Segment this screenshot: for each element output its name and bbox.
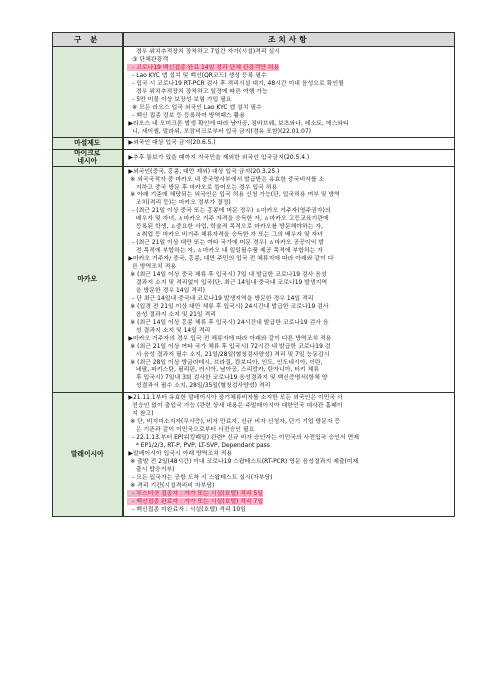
content-line: ※ (최근 28일 이상 방글라데시, 브라질, 캄보디아, 인도, 인도네시아, 이란, [126,358,323,366]
content-line: ※ 아래 기준에 해당되는 외국인은 입국 허용 신청 가능(단, 입국허용 여부 및 방역 [126,191,340,199]
content-line: ※ 외국국적자 중 마카오 내 중국영사부에서 발급받은 유효한 중국비자를 소 [126,175,325,183]
content-line: * EP1/2/3, RT-P, PVP, LT-SVP, Dependant pass [126,442,270,450]
content-line: ▶말레이시아 입국시 아래 방역조치 적용 [126,449,233,457]
content-line: 은 기존과 같이 이민국으로부터 사전승인 필요 [126,426,255,434]
content-line: 출시 탑승거부) [126,465,175,473]
content-line: ▶추후 통보가 있을 때까지 자국민을 제외한 외국인 입국금지(20.5.4.) [126,153,310,161]
content-line: - 입국 시 코로나19 RT-PCR 검사 후 격리시설 대기, 48시간 이내 음성으로 확인될 [126,79,344,87]
content-line: ※ 출발 전 2일(48시간) 이내 코로나19 스왑테스트(RT-PCR) 영문 음성결과지 제출(미제 [126,457,359,465]
highlighted-line: - 백신접종 완료자 : 자가 또는 시설(호텔) 격리 7일 [126,497,264,505]
content-line: 지하고 중국 방문 후 마카오로 들어오는 경우 입국 허용 [126,183,278,191]
table-row-micronesia [53,150,455,166]
content-line: 네팔, 파키스탄, 필리핀, 러시아, 남아공, 스리랑카, 탄자니아, 터키 체류 [126,366,320,374]
content-line: - 백신접종 미완료자 : 시설(호텔) 격리 10일 [126,505,246,513]
table-header-row [53,33,455,47]
row-label: 마셜제도 [53,138,123,150]
row-label: 말레이시아 [53,393,123,516]
row-content [123,393,455,516]
row-content [123,138,455,150]
content-line: 사 음성 결과지 필수 소지, 21일/28일(혈청검사양성) 격리 및 7일 능동감시 [126,350,330,358]
content-line: ▶라오스 내 오미크론 발생 확인에 따라 남아공, 짐바브웨, 보츠와나, 레소토, 에스와티 [126,119,349,127]
content-line: ③ 단체관광객 [126,55,169,63]
content-line: - Lao KYC 앱 설치 및 백신(QR코드) 생성 등록 필수 [126,71,267,79]
table-row-macau [53,166,455,393]
content-line: - 22.1.13.부터 EP(워킹패밀) 관련* 신규 비자 승인자는 이민국의 사전입국 승인서 면제 [126,434,359,442]
table-row-laos-cont [53,47,455,138]
content-line: 을 방문한 경우 14일 격리) [126,286,205,294]
content-line: - (최근 21일 이상 대만 또는 여타 국가에 머문 경우) ㅿ마카오 공공이익 발 [126,239,325,247]
content-line: 성 결과지 소지 및 14일 격리 [126,326,211,334]
document-page [52,32,454,517]
content-line: 른 방역조치 적용 [126,263,177,271]
content-line: - 5만 미불 이상 보장성 보험 가입 필요 [126,95,232,103]
content-line: ※ (최근 14일 이상 중국 체류 후 입국시) 7일 내 발급한 코로나19 검사 음성 [126,271,327,279]
content-line: ※ (최근 21일 이상 여타 국가 체류 후 입국시) 72시간 내 발급한 코로나19 검 [126,342,331,350]
row-label: 마이크로 네시아 [53,150,123,166]
content-line: 성결과서 필수 소지, 28일/35일(혈청검사양성) 격리 [126,382,271,390]
content-line: ※ 단, 비지미소지자(무사증), 비자 만료자, 신규 비자 신청자, 단기 기업 방문자 등 [126,418,341,426]
content-line: ▶외국인(중국, 홍콩, 대만 제외) 대상 입국 금지(20.3.25.) [126,167,280,175]
row-content [123,47,455,138]
content-line: ▶마카오 거주자/ 중국, 홍콩, 대만 주민의 입국 전 체류지에 따라 아래와 같이 다 [126,255,334,263]
content-line: - 단 최근 14일내 중국내 코로나19 발생지역을 방문한 경우 14일 격리 [126,294,314,302]
content-line: 경우 위치추적장치 장착하고 일정에 따른 여행 가능 [126,87,268,95]
content-line [127,498,452,506]
table-row-marshall [53,138,455,150]
content-line: - 모든 입국자는 공항 도착 시 스왑테스트 실시(자부담) [126,473,273,481]
content-line: ※ 격리 기간(시설격리비 자부담) [126,481,215,489]
row-label [53,47,123,138]
content-line: ▶21.11.1부터 유효한 말레이시아 장기체류비자를 소지한 모든 외국인은 이민국 사 [126,394,343,402]
content-line: 후 입국시) 7일내 3회 검사한 코로나19 음성결과지 및 백신증명서(항체 양 [126,374,328,382]
content-line: 등록된 학생, ㅿ중요한 사업, 학술적 목적으로 마카오를 방문해야하는 자, [126,223,324,231]
content-line: ㅿ취업 등 마카오 비거주 체류자격을 승득한 자 또는 그의 배우자 및 자녀 [126,231,324,239]
content-line: 음성 결과지 소지 및 21일 격리 [126,310,217,318]
table-row-malaysia [53,393,455,516]
content-line: 배우자 및 자녀, ㅿ마카오 거주 자격을 승득한 자, ㅿ마카오 고등교육기관에 [126,215,329,223]
content-line: ※ (최근 14일 이상 홍콩 체류 후 입국시) 24시간내 발급한 코로나19 검사 음 [126,318,329,326]
content-line: 니, 세이셸, 말라위, 모잠비크로부터 입국 금지(경유 포함)(22.01.07) [126,127,312,135]
row-content [123,166,455,393]
row-content [123,150,455,166]
guidance-table [52,32,455,517]
row-label: 마카오 [53,166,123,393]
content-line: 전 목적에 부합하는 자, ㅿ마카오 내 일일필수품 제공 목적에 부합하는 자 [126,247,324,255]
content-line: ▶마카오 거주자의 경우 입국 전 체류지에 따라 아래와 같이 다른 방역조치 적용 [126,334,332,342]
content-line: 경우 위치추적장치 장착하고 7일간 자가(시설)격리 실시 [126,48,280,55]
content-line: 결과지 소지 및 격리없이 입국(단, 최근 14일내 중국내 코로나19 발생지역 [126,278,328,286]
content-line: 지 참고) [126,410,154,418]
highlighted-line: - 코로나19 백신접종 완료 14일 경과 단체 관광객만 허용 [126,63,280,71]
content-line: - (최근 21일 이상 중국 또는 홍콩에 머문 경우) ㅿ마카오 거주자(영주권자)의 [126,207,331,215]
content-line: - 백신 접종 정보 등 등록하여 방역패스 활용 [126,111,246,119]
content-line: ▶외국인 대상 입국 금지(20.6.5.) [126,139,216,147]
content-line [127,64,452,72]
content-line: 전승인 없이 출입국 가능 (관련 상세 내용은 주말레이시아 대한민국 대사관 홈페이 [126,402,343,410]
header-category: 구 분 [53,33,123,47]
content-line: 조치(격리 등)는 마카오 정부가 결정) [126,199,231,207]
highlighted-line: - 부스터샷 접종자 : 자가 또는 시설(호텔) 격리 5일 [126,489,264,497]
content-line [127,490,452,498]
content-line: ※ 모든 라오스 입국 외국인 Lao KYC 앱 설치 필수 [126,103,262,111]
content-line: ※ (입경 전 21일 이상 대만 체류 후 입국시) 24시간내 발급한 코로나19 검사 [126,302,329,310]
header-measures: 조치사항 [123,33,455,47]
